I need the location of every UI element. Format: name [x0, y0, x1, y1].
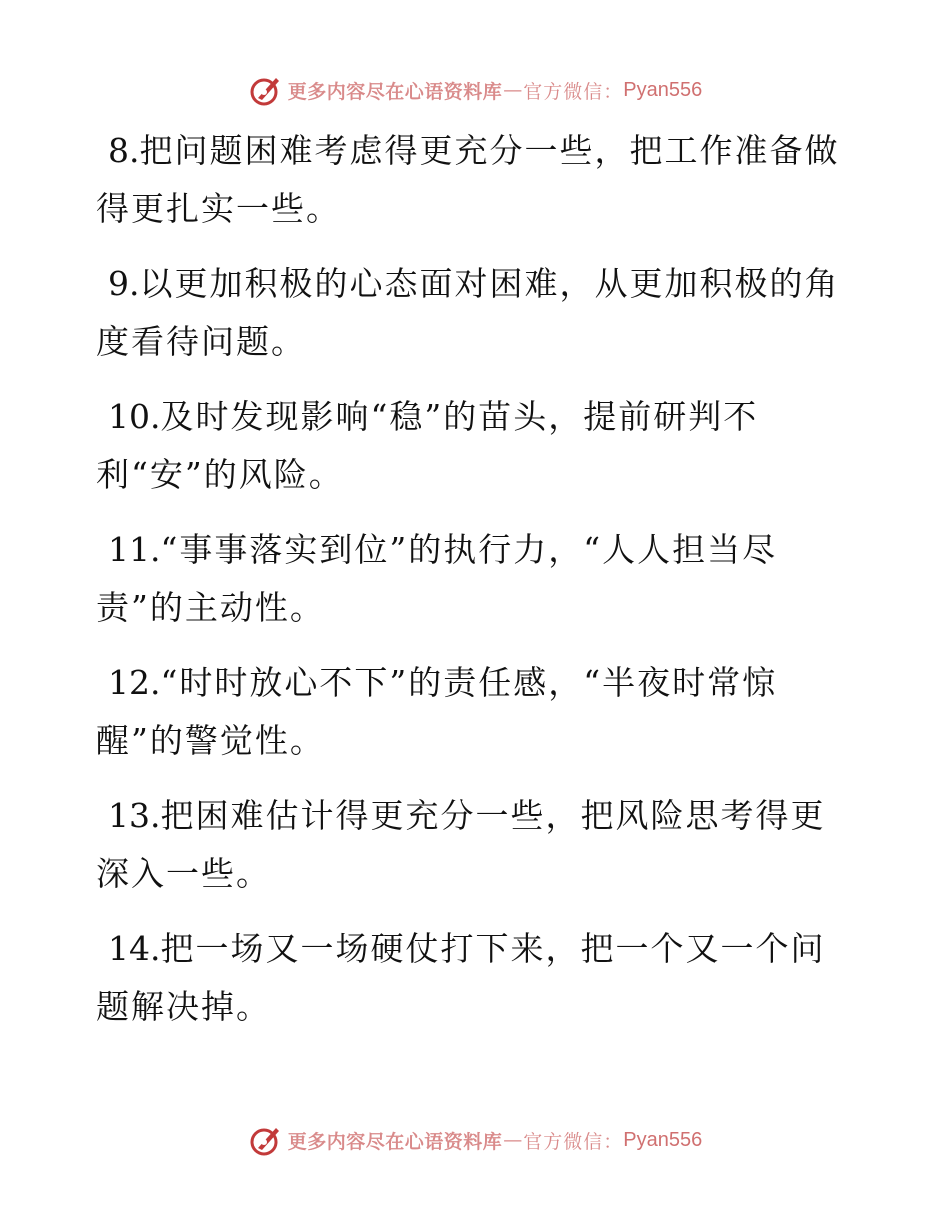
item-text: 把一场又一场硬仗打下来，把一个又一个问题解决掉。: [96, 929, 826, 1026]
item-number: 11.: [108, 530, 161, 569]
list-item: [96, 920, 856, 1036]
item-number: 8.: [108, 131, 140, 170]
footer-banner: [0, 1120, 950, 1160]
item-text: 把困难估计得更充分一些，把风险思考得更深入一些。: [96, 796, 826, 893]
list-item: [96, 787, 856, 903]
header-banner: [0, 70, 950, 110]
item-number: 9.: [108, 264, 140, 303]
header-wechat-id: Pyan556: [623, 78, 703, 101]
header-dash: —: [503, 79, 523, 101]
item-number: 12.: [108, 663, 161, 702]
item-text: 以更加积极的心态面对困难，从更加积极的角度看待问题。: [96, 264, 840, 361]
quill-logo-icon: [248, 1122, 284, 1158]
header-wechat-label: 官方微信：: [523, 80, 624, 103]
item-text: “事事落实到位”的执行力，“人人担当尽责”的主动性。: [96, 530, 778, 627]
list-item: [96, 654, 856, 770]
footer-wechat-id: Pyan556: [623, 1128, 703, 1151]
list-item: [96, 388, 856, 504]
item-text: “时时放心不下”的责任感，“半夜时常惊醒”的警觉性。: [96, 663, 778, 760]
list-item: [96, 122, 856, 238]
item-text: 把问题困难考虑得更充分一些，把工作准备做得更扎实一些。: [96, 131, 840, 228]
list-item: [96, 255, 856, 371]
quill-logo-icon: [248, 72, 284, 108]
list-item: [96, 521, 856, 637]
footer-dash: —: [503, 1129, 523, 1151]
item-number: 10.: [108, 397, 161, 436]
header-main-text: 更多内容尽在心语资料库: [287, 80, 503, 103]
item-number: 13.: [108, 796, 161, 835]
footer-main-text: 更多内容尽在心语资料库: [287, 1130, 503, 1153]
document-body: [96, 122, 856, 1053]
item-text: 及时发现影响“稳”的苗头，提前研判不利“安”的风险。: [96, 397, 759, 494]
footer-wechat-label: 官方微信：: [523, 1130, 624, 1153]
item-number: 14.: [108, 929, 161, 968]
